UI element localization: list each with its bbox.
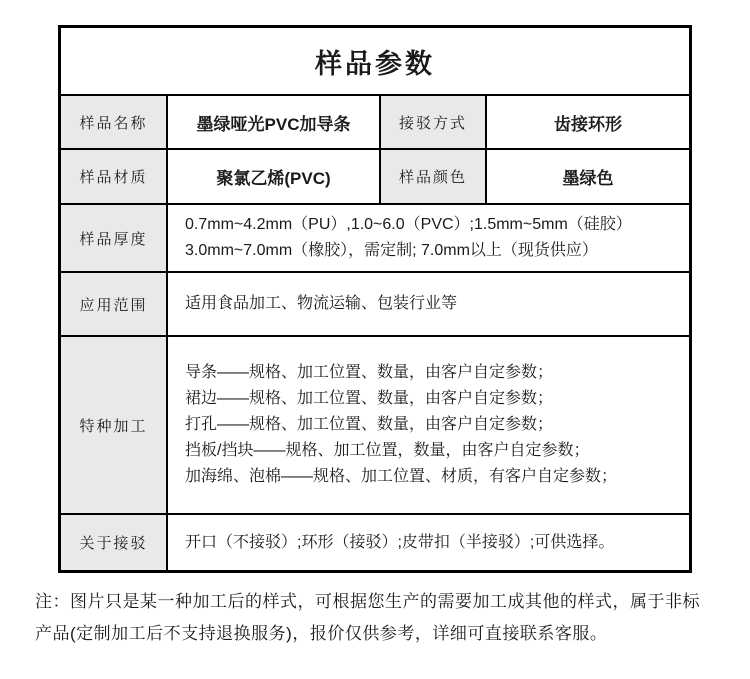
- footer-note-line-1: 注：图片只是某一种加工后的样式，可根据您生产的需要加工成其他的样式，属于非标: [35, 592, 700, 611]
- thickness-line-1: 0.7mm~4.2mm（PU）,1.0~6.0（PVC）;1.5mm~5mm（硅胶）: [185, 216, 632, 233]
- special-line-3: 打孔——规格、加工位置、数量，由客户自定参数；: [185, 416, 554, 433]
- table-row-sample-material: [61, 150, 689, 205]
- sample-material-label: 样品材质: [61, 150, 166, 203]
- table-row-special-processing: [61, 337, 689, 515]
- special-processing-value: [166, 337, 689, 513]
- special-line-4: 挡板/挡块——规格、加工位置，数量，由客户自定参数；: [185, 442, 590, 459]
- sample-parameters-table: [58, 25, 692, 573]
- table-row-sample-thickness: [61, 205, 689, 273]
- footer-note: [35, 586, 725, 650]
- table-row-sample-name: [61, 96, 689, 150]
- special-line-5: 加海绵、泡棉——规格、加工位置、材质，有客户自定参数；: [185, 468, 618, 485]
- about-joint-value: [166, 515, 689, 570]
- application-range-value: [166, 273, 689, 335]
- table-title-row: [61, 28, 689, 96]
- thickness-line-2: 3.0mm~7.0mm（橡胶），需定制; 7.0mm以上（现货供应）: [185, 242, 598, 259]
- table-row-application-range: [61, 273, 689, 337]
- special-processing-label: 特种加工: [61, 337, 166, 513]
- about-joint-label: 关于接驳: [61, 515, 166, 570]
- sample-color-value: 墨绿色: [485, 150, 689, 203]
- table-row-about-joint: [61, 515, 689, 570]
- joint-line-1: 开口（不接驳）;环形（接驳）;皮带扣（半接驳）;可供选择。: [185, 533, 615, 551]
- special-line-2: 裙边——规格、加工位置、数量，由客户自定参数；: [185, 390, 554, 407]
- special-line-1: 导条——规格、加工位置、数量，由客户自定参数；: [185, 364, 554, 381]
- sample-material-value: 聚氯乙烯(PVC): [166, 150, 379, 203]
- joint-method-value: 齿接环形: [485, 96, 689, 148]
- sample-thickness-value: [166, 205, 689, 271]
- sample-name-label: 样品名称: [61, 96, 166, 148]
- sample-color-label: 样品颜色: [379, 150, 485, 203]
- application-range-label: 应用范围: [61, 273, 166, 335]
- sample-thickness-label: 样品厚度: [61, 205, 166, 271]
- footer-note-line-2: 产品(定制加工后不支持退换服务)，报价仅供参考，详细可直接联系客服。: [35, 624, 608, 643]
- sample-name-value: 墨绿哑光PVC加导条: [166, 96, 379, 148]
- page-title: 样品参数: [315, 48, 435, 79]
- application-line-1: 适用食品加工、物流运输、包装行业等: [185, 295, 458, 312]
- joint-method-label: 接驳方式: [379, 96, 485, 148]
